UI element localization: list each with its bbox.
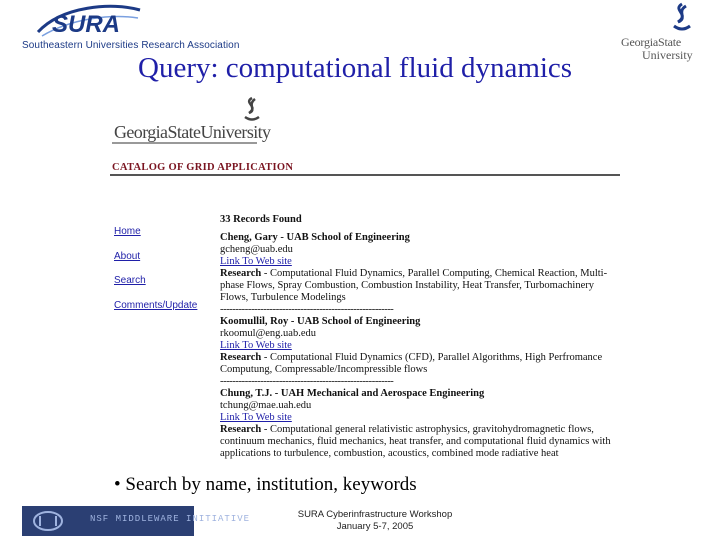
record-research: - Computational Fluid Dynamics, Parallel Computing, Chemical Reaction, Multi-phase Flows, Spray Combustion, Combustion Instability, Heat Transfer, Turbomachinery Flows, Turbulence Modelings (220, 268, 608, 303)
sura-subtitle: Southeastern Universities Research Association (22, 40, 240, 51)
catalog-header-rule (112, 142, 257, 144)
nsf-middleware-logo (22, 506, 251, 536)
results-list (220, 214, 618, 460)
nsf-middleware-text: NSF MIDDLEWARE INITIATIVE (90, 514, 251, 524)
nav-about[interactable]: About (114, 250, 141, 262)
list-item (220, 316, 618, 388)
record-separator: -------------------------------------------------------- (220, 376, 394, 387)
record-web-link[interactable]: Link To Web site (220, 412, 292, 423)
catalog-screenshot (110, 92, 620, 470)
record-research-label: Research (220, 352, 262, 363)
record-research: - Computational Fluid Dynamics (CFD), Parallel Algorithms, High Perfromance Computung, Compressable/Incompressible flows (220, 352, 603, 375)
gsu-logo-line1: GeorgiaState (621, 35, 682, 49)
record-web-link[interactable]: Link To Web site (220, 340, 292, 351)
nav-home[interactable]: Home (114, 226, 141, 237)
sura-logo (32, 2, 144, 40)
list-item (220, 232, 618, 316)
catalog-header (110, 92, 620, 176)
nmi-logo-icon (28, 506, 68, 536)
footer-text (290, 509, 460, 533)
catalog-site-name: GeorgiaStateUniversity (114, 122, 271, 142)
slide-title: Query: computational fluid dynamics (138, 52, 573, 84)
record-name: Cheng, Gary - UAB School of Engineering (220, 232, 410, 243)
footer-line1: SURA Cyberinfrastructure Workshop (297, 509, 453, 520)
records-found: 33 Records Found (220, 214, 302, 225)
record-research: - Computational general relativistic astrophysics, gravitohydromagnetic flows, continuum mechanics, fluid mechanics, heat transfer, and computational fluid dynamics with applications to turbulence, combustion, acoustics, combined mode radiative heat (220, 424, 611, 459)
gsu-logo-line2: University (642, 48, 693, 62)
record-email: gcheng@uab.edu (220, 244, 293, 255)
record-email: rkoomul@eng.uab.edu (220, 328, 316, 339)
record-name: Koomullil, Roy - UAB School of Engineering (220, 316, 421, 327)
record-name: Chung, T.J. - UAH Mechanical and Aerospace Engineering (220, 388, 485, 399)
nav-comments-update[interactable]: Comments/Update (114, 299, 198, 311)
record-email: tchung@mae.uah.edu (220, 400, 312, 411)
footer-line2: January 5-7, 2005 (336, 521, 414, 532)
record-research-label: Research (220, 424, 262, 435)
gsu-flame-icon (668, 2, 696, 34)
catalog-title: CATALOG OF GRID APPLICATION (112, 162, 294, 173)
slide-bullet: • Search by name, institution, keywords (114, 474, 417, 495)
gsu-flame-small-icon (240, 96, 264, 124)
record-separator: -------------------------------------------------------- (220, 304, 394, 315)
catalog-nav (114, 226, 214, 324)
record-web-link[interactable]: Link To Web site (220, 256, 292, 267)
sura-logo-text: SURA (52, 11, 121, 38)
list-item (220, 388, 618, 460)
record-research-label: Research (220, 268, 262, 279)
nav-search[interactable]: Search (114, 275, 146, 286)
